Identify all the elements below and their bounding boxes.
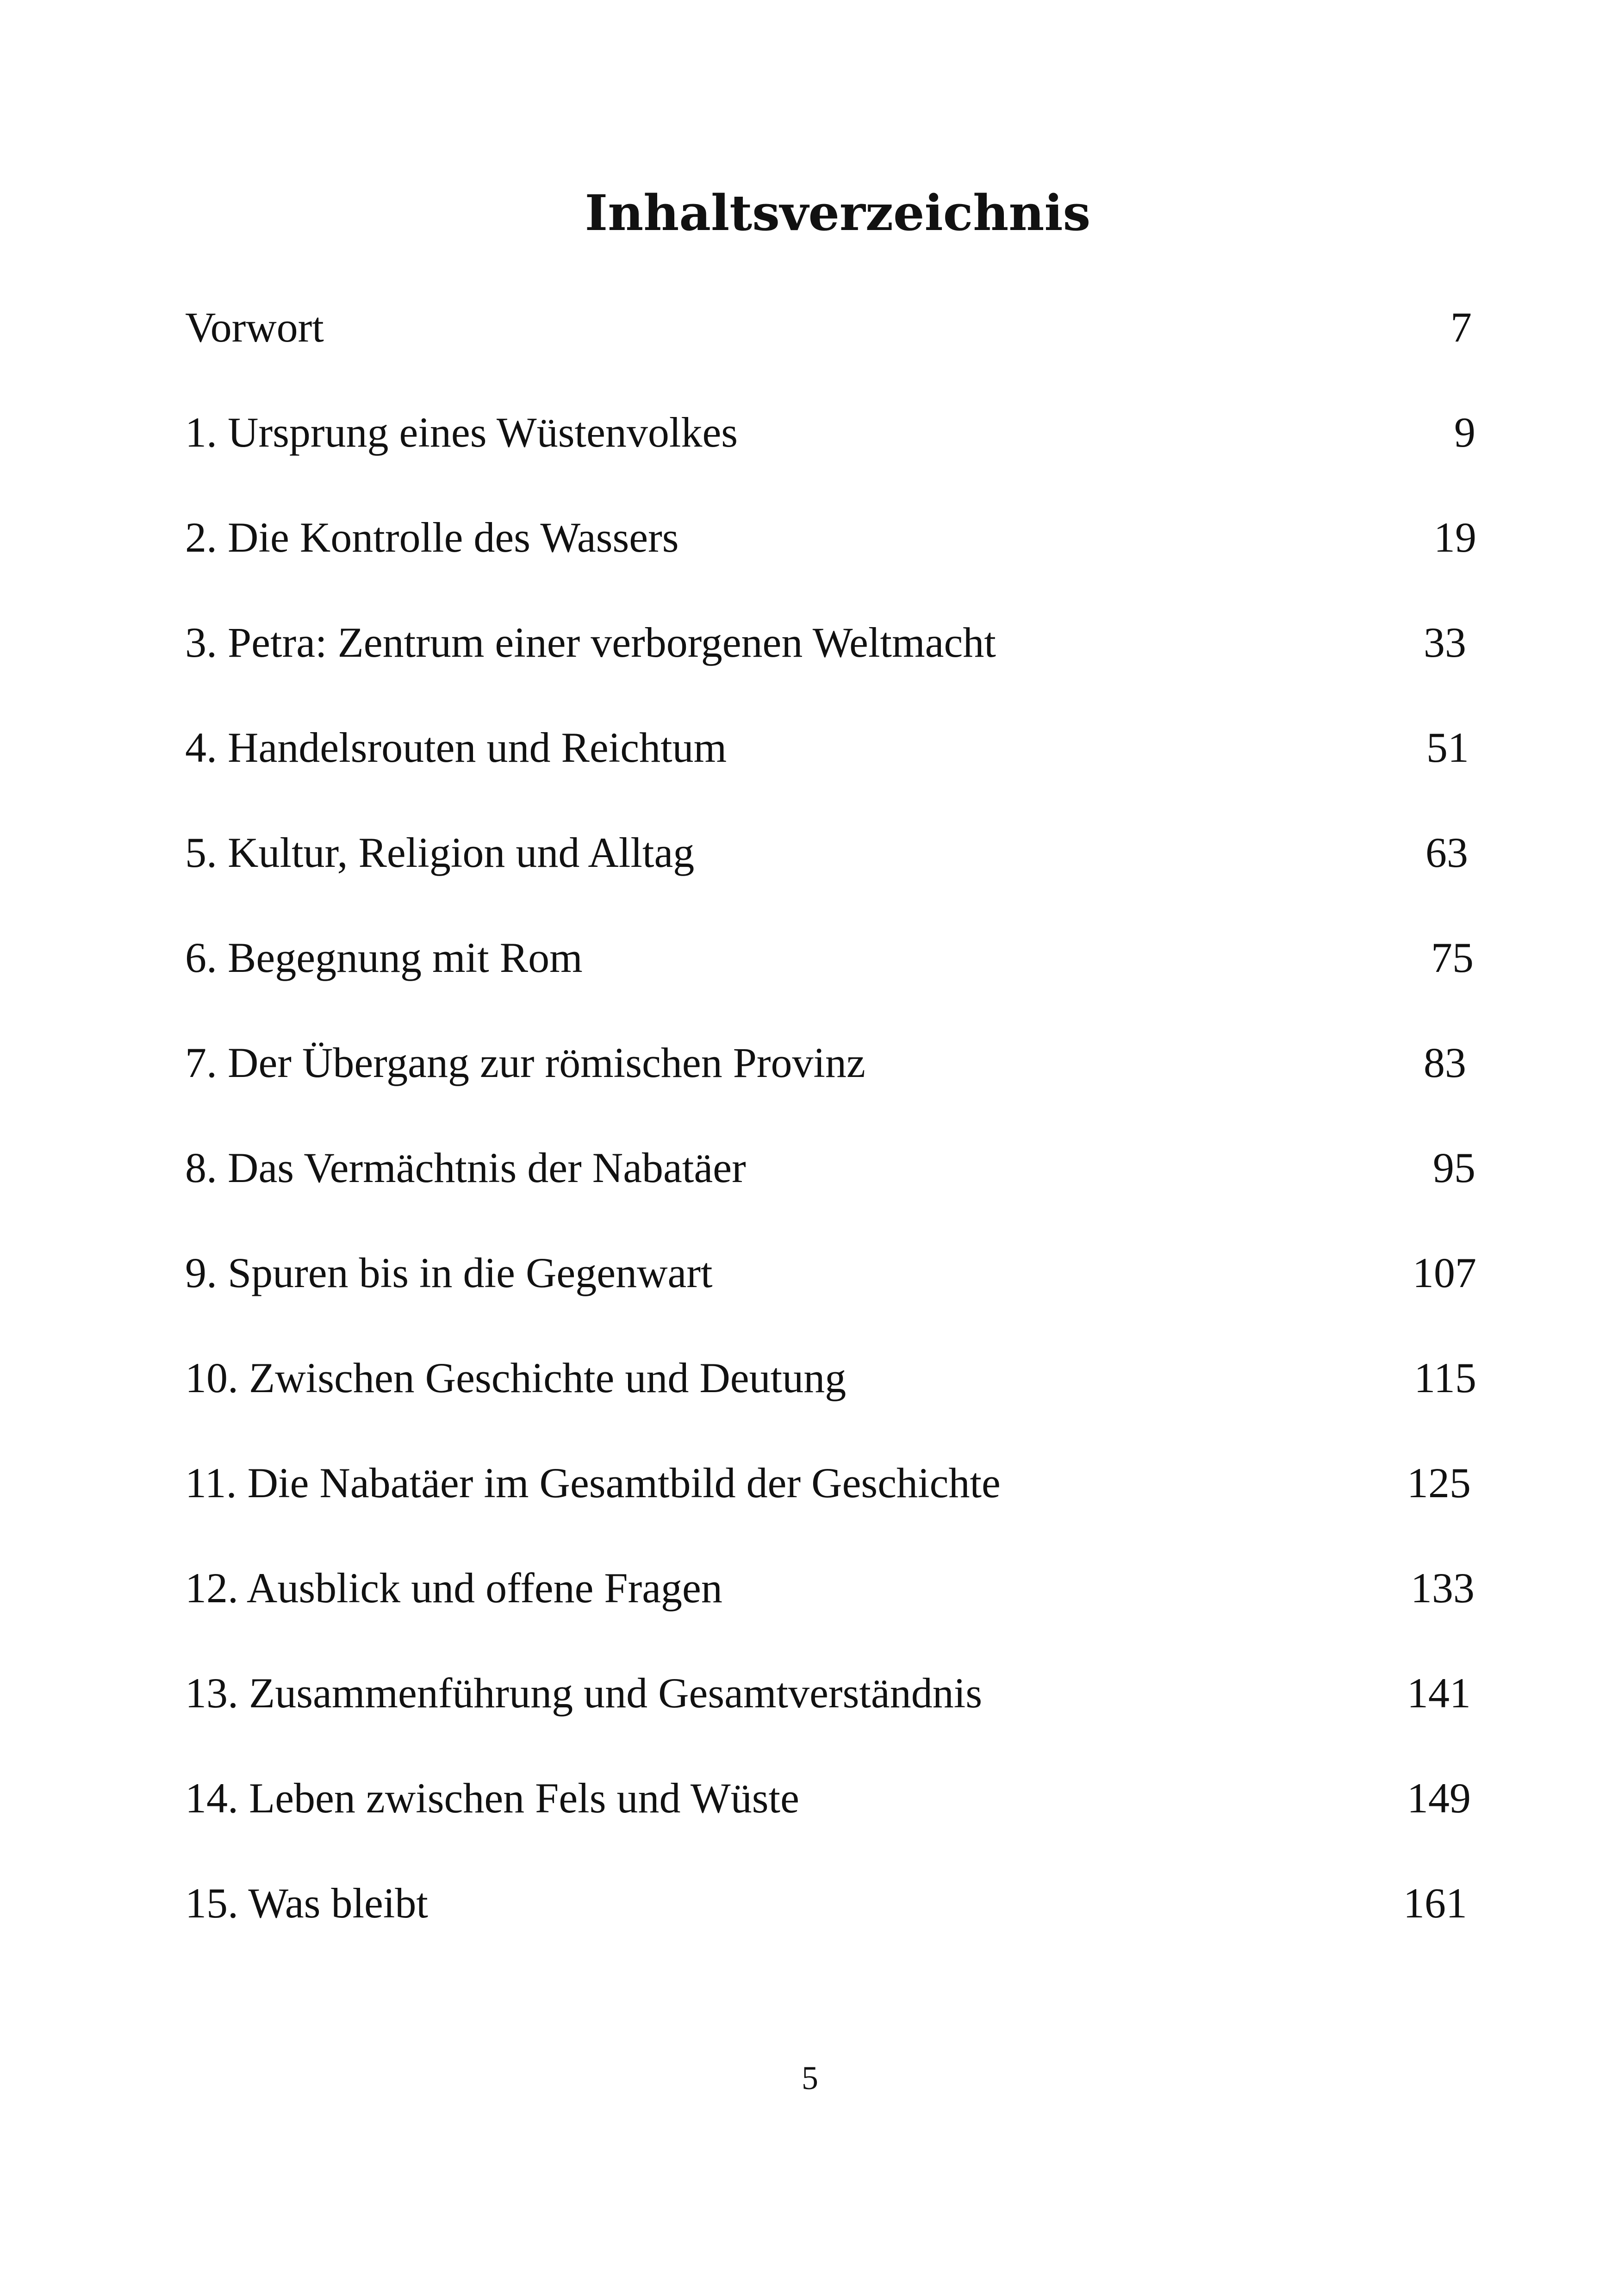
toc-entry-page: 7 (1450, 304, 1472, 351)
toc-entry-page: 9 (1454, 409, 1475, 456)
toc-entry-label: 15. Was bleibt (185, 1879, 428, 1927)
toc-entry-label: 8. Das Vermächtnis der Nabatäer (185, 1144, 746, 1191)
toc-entry-page: 83 (1424, 1039, 1466, 1086)
toc-entry-label: 3. Petra: Zentrum einer verborgenen Weltmacht (185, 619, 996, 666)
toc-title: Inhaltsverzeichnis (585, 184, 1091, 242)
toc-entry (185, 400, 1475, 465)
toc-entry (185, 1661, 1471, 1725)
toc-entry (185, 1030, 1466, 1095)
toc-entry-label: Vorwort (185, 304, 324, 351)
toc-entry-page: 33 (1424, 619, 1466, 666)
toc-entry (185, 1556, 1475, 1620)
toc-entry-label: 4. Handelsrouten und Reichtum (185, 724, 727, 771)
toc-entry (185, 1871, 1467, 1935)
toc-entry-label: 13. Zusammenführung und Gesamtverständnis (185, 1669, 983, 1717)
toc-entry-page: 161 (1403, 1879, 1467, 1927)
toc-entry-page: 19 (1434, 514, 1476, 561)
toc-entry (185, 1766, 1471, 1830)
toc-entry-label: 9. Spuren bis in die Gegenwart (185, 1249, 713, 1296)
toc-entry (185, 610, 1466, 675)
page-number: 5 (802, 2060, 818, 2097)
toc-entry (185, 1135, 1475, 1200)
toc-entry-label: 6. Begegnung mit Rom (185, 934, 583, 981)
toc-entry-label: 14. Leben zwischen Fels und Wüste (185, 1774, 799, 1822)
toc-entry-page: 133 (1411, 1564, 1475, 1612)
toc-entry-label: 11. Die Nabatäer im Gesamtbild der Geschichte (185, 1459, 1001, 1506)
toc-entry-label: 2. Die Kontrolle des Wassers (185, 514, 679, 561)
toc-entry (185, 505, 1476, 570)
toc-entry-page: 75 (1431, 934, 1474, 981)
toc-entry-page: 63 (1425, 829, 1468, 876)
toc-entry (185, 1345, 1476, 1410)
toc-entry (185, 715, 1469, 780)
toc-entry (185, 295, 1472, 360)
toc-entry-label: 1. Ursprung eines Wüstenvolkes (185, 409, 738, 456)
toc-entry-page: 51 (1426, 724, 1469, 771)
toc-entry-label: 12. Ausblick und offene Fragen (185, 1564, 722, 1612)
toc-entry (185, 1450, 1471, 1515)
toc-entry-page: 149 (1407, 1774, 1471, 1822)
toc-entry-label: 7. Der Übergang zur römischen Provinz (185, 1039, 865, 1086)
toc-entry (185, 925, 1474, 990)
toc-entry-label: 5. Kultur, Religion und Alltag (185, 829, 695, 876)
toc-entry-label: 10. Zwischen Geschichte und Deutung (185, 1354, 846, 1401)
toc-entry-page: 95 (1433, 1144, 1475, 1191)
toc-entry-page: 107 (1413, 1249, 1476, 1296)
toc-entry (185, 1240, 1476, 1305)
toc-entry-page: 141 (1407, 1669, 1471, 1717)
toc-entry-page: 115 (1414, 1354, 1476, 1401)
toc-entry (185, 820, 1468, 885)
toc-entry-page: 125 (1407, 1459, 1471, 1506)
